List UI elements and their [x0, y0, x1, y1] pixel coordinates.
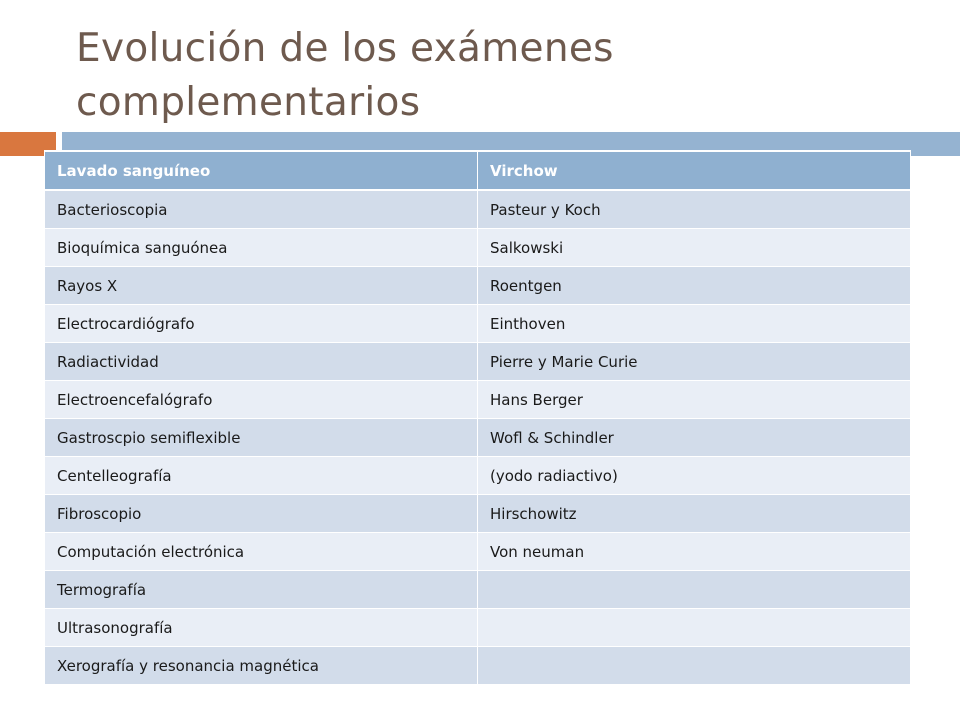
cell-author: Salkowski — [478, 229, 911, 267]
slide-title — [76, 22, 936, 130]
table-row — [45, 305, 911, 343]
cell-author: Pierre y Marie Curie — [478, 343, 911, 381]
exams-table — [44, 150, 911, 685]
table-row — [45, 229, 911, 267]
cell-exam: Electrocardiógrafo — [45, 305, 478, 343]
table-row — [45, 533, 911, 571]
cell-author: Hans Berger — [478, 381, 911, 419]
cell-author: Roentgen — [478, 267, 911, 305]
cell-exam: Computación electrónica — [45, 533, 478, 571]
cell-exam: Rayos X — [45, 267, 478, 305]
table-row — [45, 343, 911, 381]
cell-author — [478, 609, 911, 647]
table-header-row — [45, 151, 911, 190]
slide-title-line-2: complementarios — [76, 80, 421, 125]
cell-exam: Electroencefalógrafo — [45, 381, 478, 419]
cell-exam: Termografía — [45, 571, 478, 609]
cell-author — [478, 647, 911, 685]
table-row — [45, 419, 911, 457]
cell-exam: Radiactividad — [45, 343, 478, 381]
slide-title-line-1: Evolución de los exámenes — [76, 26, 614, 71]
table-row — [45, 571, 911, 609]
table-row — [45, 267, 911, 305]
cell-author — [478, 571, 911, 609]
table-row — [45, 381, 911, 419]
cell-exam: Bacterioscopia — [45, 190, 478, 229]
cell-author: Einthoven — [478, 305, 911, 343]
cell-author: Pasteur y Koch — [478, 190, 911, 229]
cell-exam: Gastroscpio semiflexible — [45, 419, 478, 457]
cell-exam: Bioquímica sanguónea — [45, 229, 478, 267]
cell-exam: Centelleografía — [45, 457, 478, 495]
cell-exam: Ultrasonografía — [45, 609, 478, 647]
cell-author: Wofl & Schindler — [478, 419, 911, 457]
cell-exam: Fibroscopio — [45, 495, 478, 533]
table-row — [45, 495, 911, 533]
cell-author: (yodo radiactivo) — [478, 457, 911, 495]
cell-exam: Xerografía y resonancia magnética — [45, 647, 478, 685]
table-row — [45, 647, 911, 685]
cell-author: Hirschowitz — [478, 495, 911, 533]
table-row — [45, 457, 911, 495]
header-cell-exam: Lavado sanguíneo — [45, 151, 478, 190]
header-cell-author: Virchow — [478, 151, 911, 190]
table-row — [45, 190, 911, 229]
cell-author: Von neuman — [478, 533, 911, 571]
table-row — [45, 609, 911, 647]
